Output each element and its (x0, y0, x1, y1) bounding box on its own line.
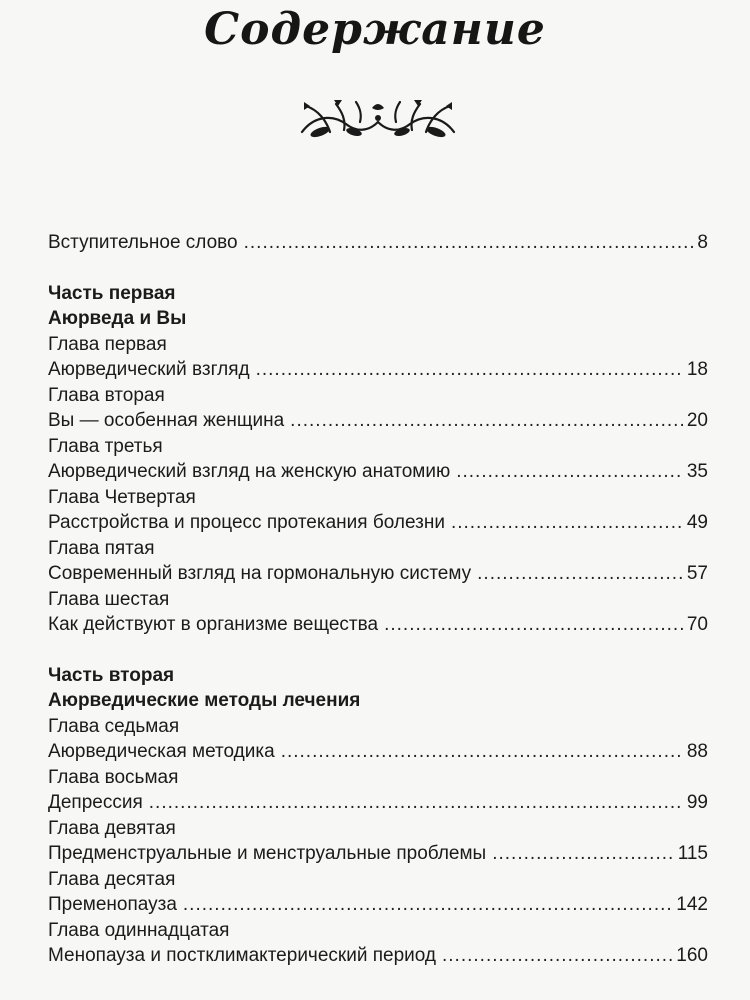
chapter-label: Глава пятая (48, 537, 155, 559)
part-label: Часть вторая (48, 664, 175, 686)
toc-entry-title: Вы — особенная женщина (48, 410, 285, 431)
toc-page-number: 49 (686, 512, 708, 533)
chapter-label: Глава десятая (48, 868, 176, 890)
toc-page-number: 142 (676, 894, 708, 915)
table-of-contents (48, 230, 708, 969)
chapter-label: Глава Четвертая (48, 486, 196, 508)
dot-leader (149, 790, 683, 816)
chapter-label: Глава седьмая (48, 715, 180, 737)
toc-page-number: 70 (686, 614, 708, 635)
toc-entry-title: Аюрведическая методика (48, 741, 275, 762)
chapter-label: Глава вторая (48, 384, 165, 406)
toc-entry-title: Аюрведический взгляд на женскую анатомию (48, 461, 451, 482)
dot-leader (183, 892, 672, 918)
toc-page-number: 18 (686, 359, 708, 380)
toc-entry-title: Депрессия (48, 792, 143, 813)
dot-leader (451, 510, 683, 536)
dot-leader (456, 459, 683, 485)
toc-entry[interactable] (48, 739, 708, 765)
chapter-label: Глава одиннадцатая (48, 919, 230, 941)
toc-page-number: 88 (686, 741, 708, 762)
toc-entry[interactable] (48, 357, 708, 383)
toc-entry-title: Предменструальные и менструальные проблемы (48, 843, 487, 864)
toc-entry-title: Пременопауза (48, 894, 177, 915)
chapter-label: Глава третья (48, 435, 163, 457)
dot-leader (477, 561, 683, 587)
toc-entry[interactable] (48, 841, 708, 867)
chapter-label: Глава первая (48, 333, 167, 355)
part-title: Аюрведа и Вы (48, 308, 187, 329)
toc-entry-title: Как действуют в организме вещества (48, 614, 379, 635)
dot-leader (442, 943, 672, 969)
chapter-label: Глава восьмая (48, 766, 179, 788)
part-title: Аюрведические методы лечения (48, 690, 361, 711)
toc-entry[interactable] (48, 790, 708, 816)
dot-leader (244, 230, 694, 256)
toc-entry[interactable] (48, 408, 708, 434)
dot-leader (290, 408, 683, 434)
toc-entry[interactable] (48, 459, 708, 485)
floral-ornament-icon (296, 92, 460, 144)
toc-entry-title: Менопауза и постклимактерический период (48, 945, 436, 966)
toc-page-number: 20 (686, 410, 708, 431)
chapter-label: Глава девятая (48, 817, 176, 839)
chapter-label: Глава шестая (48, 588, 170, 610)
toc-page-number: 115 (677, 843, 708, 864)
toc-page-number: 160 (676, 945, 708, 966)
dot-leader (492, 841, 674, 867)
toc-page-number: 35 (686, 461, 708, 482)
toc-entry[interactable] (48, 943, 708, 969)
toc-entry[interactable] (48, 612, 708, 638)
toc-entry-title: Современный взгляд на гормональную систему (48, 563, 472, 584)
toc-entry[interactable] (48, 561, 708, 587)
toc-entry[interactable] (48, 510, 708, 536)
toc-page-number: 57 (686, 563, 708, 584)
toc-entry-intro[interactable] (48, 230, 708, 256)
toc-entry[interactable] (48, 892, 708, 918)
dot-leader (256, 357, 683, 383)
dot-leader (281, 739, 683, 765)
toc-page-number: 99 (686, 792, 708, 813)
part-label: Часть первая (48, 282, 176, 304)
toc-entry-title: Расстройства и процесс протекания болезни (48, 512, 445, 533)
dot-leader (384, 612, 683, 638)
page-title: Содержание (204, 4, 546, 55)
toc-entry-title: Вступительное слово (48, 232, 238, 253)
toc-page-number: 8 (697, 232, 708, 253)
toc-entry-title: Аюрведический взгляд (48, 359, 250, 380)
